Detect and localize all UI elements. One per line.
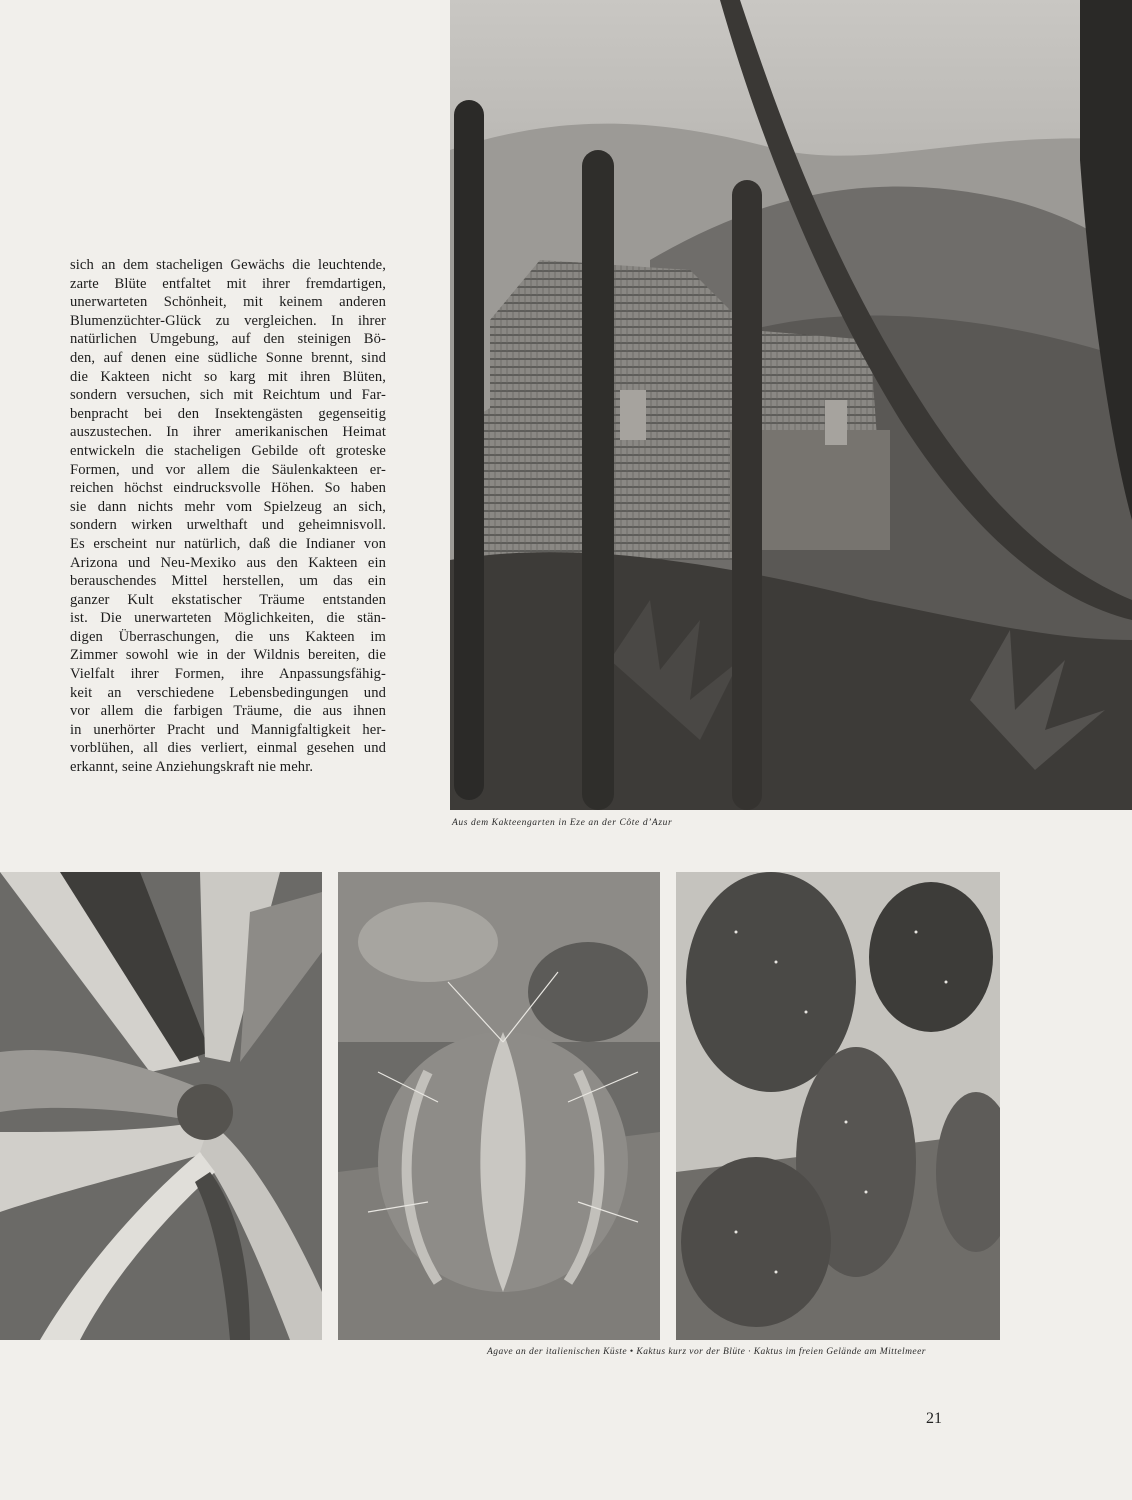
photo-agave bbox=[0, 872, 322, 1340]
article-line: benpracht bei den Insektengästen gegenseitig bbox=[70, 405, 386, 422]
article-line: reichen höchst eindrucksvolle Höhen. So haben bbox=[70, 480, 386, 497]
caption-bottom-photos: Agave an der italienischen Küste • Kaktus kurz vor der Blüte · Kaktus im freien Gelände am Mittelmeer bbox=[487, 1347, 926, 1357]
article-line: Zimmer sowohl wie in der Wildnis bereiten, die bbox=[70, 647, 386, 664]
article-line: Es erscheint nur natürlich, daß die Indianer von bbox=[70, 535, 386, 552]
photo-cactus-mediterranean bbox=[676, 872, 1000, 1340]
article-line: auszustechen. In ihrer amerikanischen Heimat bbox=[70, 424, 386, 441]
article-line: unerwarteten Schönheit, mit keinem anderen bbox=[70, 294, 386, 311]
photo-cactus-mediterranean-graphic bbox=[676, 872, 1000, 1340]
article-line: Blumenzüchter-Glück zu vergleichen. In ihrer bbox=[70, 312, 386, 329]
article-line: in unerhörter Pracht und Mannigfaltigkeit her- bbox=[70, 721, 386, 738]
article-line: keit an verschiedene Lebensbedingungen und bbox=[70, 684, 386, 701]
photo-cactus-before-bloom bbox=[338, 872, 660, 1340]
article-line: sich an dem stacheligen Gewächs die leuchtende, bbox=[70, 257, 386, 273]
article-line: sie dann nichts mehr vom Spielzeug an sich, bbox=[70, 498, 386, 515]
photo-cactus-garden-eze bbox=[450, 0, 1132, 810]
article-line: berauschendes Mittel herstellen, um das ein bbox=[70, 573, 386, 590]
article-line: natürlichen Umgebung, auf den steinigen Bö- bbox=[70, 331, 386, 348]
article-line: entwickeln die stacheligen Gebilde oft groteske bbox=[70, 442, 386, 459]
article-line: ist. Die unerwarteten Möglichkeiten, die stän- bbox=[70, 610, 386, 627]
article-line: Arizona und Neu-Mexiko aus den Kakteen ein bbox=[70, 554, 386, 571]
article-line: vorblühen, all dies verliert, einmal gesehen und bbox=[70, 740, 386, 757]
photo-cactus-before-bloom-graphic bbox=[338, 872, 660, 1340]
caption-top-photo: Aus dem Kakteengarten in Eze an der Côte d’Azur bbox=[452, 818, 673, 828]
article-line: Vielfalt ihrer Formen, ihre Anpassungsfähig- bbox=[70, 666, 386, 683]
article-line: Formen, und vor allem die Säulenkakteen er- bbox=[70, 461, 386, 478]
article-line: digen Überraschungen, die uns Kakteen im bbox=[70, 628, 386, 645]
article-line: zarte Blüte entfaltet mit ihrer fremdartigen, bbox=[70, 275, 386, 292]
article-line: sondern wirken urwelthaft und geheimnisvoll. bbox=[70, 517, 386, 534]
article-line: erkannt, seine Anziehungskraft nie mehr. bbox=[70, 759, 314, 776]
article-line: sondern versuchen, sich mit Reichtum und Far- bbox=[70, 387, 386, 404]
photo-cactus-garden-eze-graphic bbox=[450, 0, 1132, 810]
article-line: die Kakteen nicht so karg mit ihren Blüten, bbox=[70, 368, 386, 385]
photo-agave-graphic bbox=[0, 872, 322, 1340]
page-number: 21 bbox=[926, 1410, 942, 1427]
article-line: den, auf denen eine südliche Sonne brennt, sind bbox=[70, 349, 386, 366]
article-line: vor allem die farbigen Träume, die aus ihnen bbox=[70, 703, 386, 720]
article-body bbox=[70, 256, 386, 777]
article-line: ganzer Kult ekstatischer Träume entstanden bbox=[70, 591, 386, 608]
